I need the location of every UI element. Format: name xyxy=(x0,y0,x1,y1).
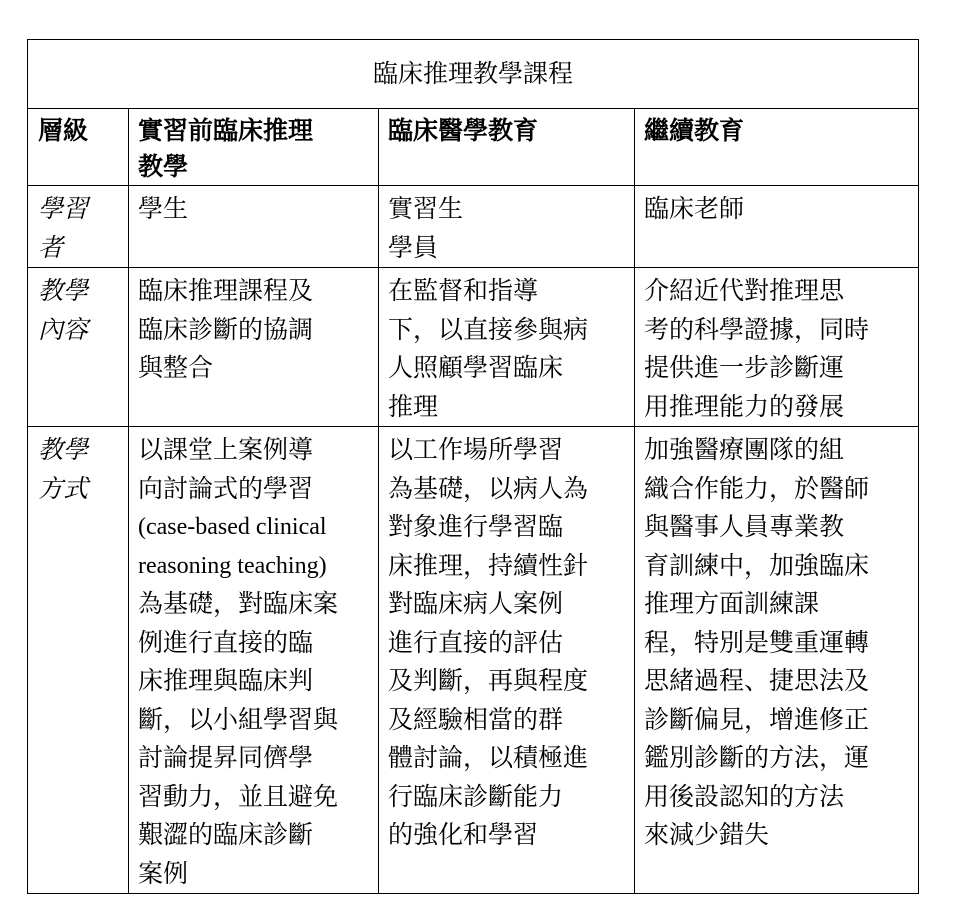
cell-methods-pre-internship xyxy=(129,427,379,894)
row-label-learners xyxy=(28,186,129,268)
cell-line: 例進行直接的臨 xyxy=(138,627,314,657)
cell-line: 診斷偏見，增進修正 xyxy=(644,704,870,734)
cell-methods-continuing-education xyxy=(635,427,919,894)
cell-line: 人照顧學習臨床 xyxy=(388,353,564,382)
header-pre-internship xyxy=(129,109,379,186)
row-label-methods xyxy=(28,427,129,894)
header-level xyxy=(28,109,129,186)
cell-content-pre-internship xyxy=(129,268,379,427)
cell-line: 為基礎，以病人為 xyxy=(388,473,589,503)
cell-line: 程，特別是雙重運轉 xyxy=(644,627,870,657)
cell-line: reasoning teaching) xyxy=(138,552,327,579)
cell-line: 用推理能力的發展 xyxy=(644,391,845,421)
cell-line: 臨床診斷的協調 xyxy=(138,314,314,344)
header-pre-internship-line: 實習前臨床推理 xyxy=(138,116,314,145)
cell-content-clinical-education xyxy=(379,268,635,427)
cell-line: 實習生 xyxy=(388,194,464,223)
curriculum-table xyxy=(27,39,919,894)
table-title: 臨床推理教學課程 xyxy=(28,40,919,109)
cell-line: 為基礎，對臨床案 xyxy=(138,589,339,618)
title-row xyxy=(28,40,919,109)
cell-line: 案例 xyxy=(138,858,189,888)
cell-line: 用後設認知的方法 xyxy=(644,781,845,811)
cell-line: 提供進一步診斷運 xyxy=(644,353,845,382)
cell-line: 以工作場所學習 xyxy=(388,435,564,464)
cell-line: 斷，以小組學習與 xyxy=(138,704,339,734)
header-continuing-education-text: 繼續教育 xyxy=(644,116,745,145)
cell-line: 在監督和指導 xyxy=(388,276,539,305)
cell-line: 進行直接的評估 xyxy=(388,627,564,657)
cell-line: 床推理與臨床判 xyxy=(138,666,314,695)
header-level-text: 層級 xyxy=(38,116,89,145)
header-clinical-education-text: 臨床醫學教育 xyxy=(388,116,539,145)
cell-line: 思緒過程、捷思法及 xyxy=(644,666,870,695)
cell-line: 及經驗相當的群 xyxy=(388,704,564,734)
cell-line: 與醫事人員專業教 xyxy=(644,512,845,541)
cell-line: 織合作能力，於醫師 xyxy=(644,473,870,503)
cell-line: 床推理，持續性針 xyxy=(388,550,589,580)
cell-line: 下，以直接參與病 xyxy=(388,314,589,344)
cell-line: 習動力，並且避免 xyxy=(138,781,339,811)
cell-learners-pre-internship xyxy=(129,186,379,268)
cell-line: 以課堂上案例導 xyxy=(138,435,314,464)
cell-line: 來減少錯失 xyxy=(644,820,770,849)
cell-line: 臨床推理課程及 xyxy=(138,276,314,305)
cell-line: 對象進行學習臨 xyxy=(388,512,564,541)
cell-line: 推理方面訓練課 xyxy=(644,589,820,618)
row-label-line: 者 xyxy=(38,232,64,262)
header-row xyxy=(28,109,919,186)
row-content xyxy=(28,268,919,427)
cell-line: 討論提昇同儕學 xyxy=(138,743,314,772)
cell-content-continuing-education xyxy=(635,268,919,427)
header-pre-internship-line: 教學 xyxy=(138,152,189,181)
cell-line: 及判斷，再與程度 xyxy=(388,666,589,695)
cell-learners-continuing-education xyxy=(635,186,919,268)
cell-line: 育訓練中，加強臨床 xyxy=(644,550,870,580)
cell-line: 介紹近代對推理思 xyxy=(644,276,845,305)
cell-line: 對臨床病人案例 xyxy=(388,589,564,618)
row-label-line: 教學 xyxy=(38,276,89,305)
cell-methods-clinical-education xyxy=(379,427,635,894)
row-label-line: 學習 xyxy=(38,194,89,223)
cell-line: 鑑別診斷的方法，運 xyxy=(644,743,870,772)
header-clinical-education xyxy=(379,109,635,186)
header-continuing-education xyxy=(635,109,919,186)
cell-line: 向討論式的學習 xyxy=(138,473,314,503)
cell-line: 推理 xyxy=(388,391,439,421)
cell-line: 學生 xyxy=(138,194,189,223)
cell-learners-clinical-education xyxy=(379,186,635,268)
cell-line: 臨床老師 xyxy=(644,194,745,223)
cell-line: 與整合 xyxy=(138,353,214,382)
row-label-line: 方式 xyxy=(38,473,89,503)
row-methods xyxy=(28,427,919,894)
row-label-line: 教學 xyxy=(38,435,89,464)
row-learners xyxy=(28,186,919,268)
cell-line: 加強醫療團隊的組 xyxy=(644,435,845,464)
cell-line: 行臨床診斷能力 xyxy=(388,781,564,811)
row-label-line: 內容 xyxy=(38,314,89,344)
row-label-content xyxy=(28,268,129,427)
cell-line: 艱澀的臨床診斷 xyxy=(138,820,314,849)
cell-line: 的強化和學習 xyxy=(388,820,539,849)
cell-line: 體討論，以積極進 xyxy=(388,743,589,772)
cell-line: (case-based clinical xyxy=(138,514,327,540)
cell-line: 考的科學證據，同時 xyxy=(644,314,870,344)
cell-line: 學員 xyxy=(388,232,439,262)
